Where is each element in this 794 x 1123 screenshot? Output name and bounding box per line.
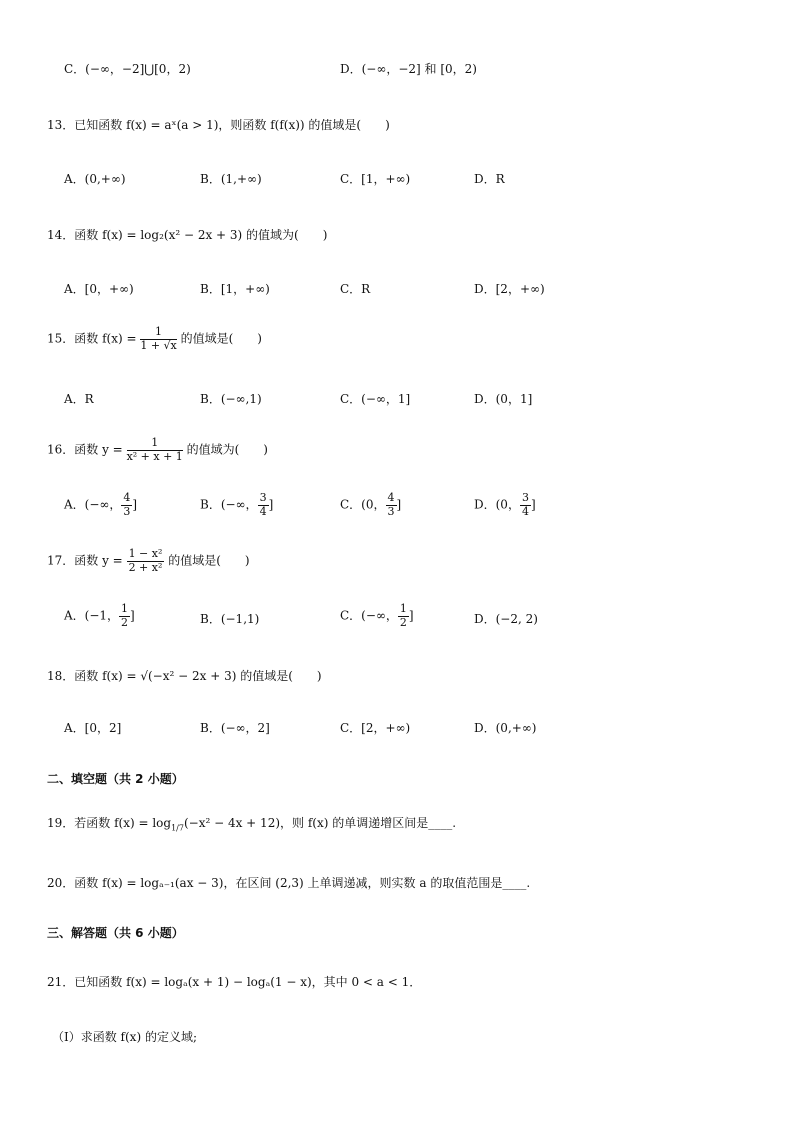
q16-option-a [64, 492, 137, 518]
q13-option-a: A．(0,+∞) [64, 172, 126, 186]
q18-stem: 18．函数 f(x) = √(−x² − 2x + 3) 的值域是( ) [47, 669, 322, 683]
q20-stem: 20．函数 f(x) = logₐ₋₁(ax − 3)，在区间 (2,3) 上单调递减，则实数 a 的取值范围是____. [47, 876, 531, 890]
q12-option-c: C．(−∞，−2]⋃[0，2) [64, 62, 191, 76]
q16-option-c-pre: C．(0， [340, 497, 386, 512]
q16-option-b-pre: B．(−∞， [200, 497, 258, 512]
q17-option-c [340, 603, 414, 629]
q15-suffix: 的值域是( ) [176, 331, 262, 346]
q12-option-d: D．(−∞，−2] 和 [0，2) [340, 62, 477, 76]
q18-option-b: B．(−∞，2] [200, 721, 270, 735]
q16-stem [47, 437, 268, 463]
q16-suffix: 的值域为( ) [182, 442, 268, 457]
q18-option-a: A．[0，2] [64, 721, 122, 735]
q15-option-d: D．(0，1] [474, 392, 533, 406]
section-answer-heading: 三、解答题（共 6 小题） [47, 926, 184, 940]
q17-option-c-den: 2 [399, 615, 407, 629]
q18-option-d: D．(0,+∞) [474, 721, 537, 735]
q16-denominator: x² + x + 1 [126, 449, 183, 463]
q16-option-a-den: 3 [123, 504, 131, 518]
q17-option-a-num: 1 [121, 602, 129, 615]
q17-option-a-post: ] [130, 608, 135, 623]
q16-option-a-fraction [121, 492, 132, 518]
q21-part-1: （Ⅰ）求函数 f(x) 的定义域; [52, 1030, 197, 1044]
q16-option-a-pre: A．(−∞， [64, 497, 122, 512]
q16-option-b-den: 4 [259, 504, 267, 518]
q17-denominator: 2 + x² [128, 560, 163, 574]
q13-option-b: B．(1,+∞) [200, 172, 262, 186]
q16-numerator: 1 [127, 437, 183, 451]
q17-option-a-pre: A．(−1， [64, 608, 120, 623]
q16-option-d-post: ] [530, 497, 536, 512]
q16-prefix: 16．函数 y = [47, 442, 127, 457]
q15-option-c: C．(−∞，1] [340, 392, 411, 406]
q15-option-b: B．(−∞,1) [200, 392, 262, 406]
q17-option-c-num: 1 [399, 602, 407, 615]
q16-option-c-den: 3 [387, 504, 395, 518]
q17-stem [47, 548, 250, 574]
q17-option-a [64, 603, 135, 629]
q17-option-c-pre: C．(−∞， [340, 608, 398, 623]
q14-stem: 14．函数 f(x) = log₂(x² − 2x + 3) 的值域为( ) [47, 228, 328, 242]
q17-option-b: B．(−1,1) [200, 612, 260, 626]
q15-stem [47, 326, 262, 352]
q16-option-a-post: ] [132, 497, 138, 512]
section-fill-in-heading: 二、填空题（共 2 小题） [47, 772, 184, 786]
q17-option-a-fraction [119, 603, 130, 629]
q17-numerator: 1 − x² [128, 547, 163, 560]
q15-numerator: 1 [140, 326, 176, 340]
q19-suffix: (−x² − 4x + 12)，则 f(x) 的单调递增区间是____. [183, 816, 457, 830]
q16-option-b-post: ] [268, 497, 274, 512]
q15-option-a: A．R [64, 392, 94, 406]
q15-prefix: 15．函数 f(x) = [47, 331, 141, 346]
q17-option-c-post: ] [408, 608, 414, 623]
q16-option-d-den: 4 [521, 504, 529, 518]
q16-option-c-post: ] [396, 497, 402, 512]
q18-option-c: C．[2，+∞) [340, 721, 411, 735]
q13-option-c: C．[1，+∞) [340, 172, 411, 186]
q16-option-d-fraction [520, 492, 531, 518]
q15-denominator: 1 + √x [140, 338, 177, 352]
q19-prefix: 19．若函数 f(x) = log [47, 816, 172, 830]
q21-stem: 21．已知函数 f(x) = logₐ(x + 1) − logₐ(1 − x)，其中 0 < a < 1． [47, 975, 422, 989]
q16-option-d-num: 3 [521, 491, 529, 504]
q14-option-c: C．R [340, 282, 371, 296]
q16-option-b [200, 492, 273, 518]
q16-fraction [127, 437, 183, 463]
q14-option-a: A．[0，+∞) [64, 282, 134, 296]
q16-option-c-fraction [386, 492, 397, 518]
q13-option-d: D．R [474, 172, 505, 186]
q13-stem: 13．已知函数 f(x) = aˣ(a > 1)，则函数 f(f(x)) 的值域是( ) [47, 118, 390, 132]
q16-option-a-num: 4 [123, 491, 131, 504]
q19-stem [47, 814, 456, 832]
q14-option-d: D．[2，+∞) [474, 282, 545, 296]
q16-option-b-fraction [258, 492, 269, 518]
q15-fraction [140, 326, 176, 352]
q19-log-base: 1/7 [171, 823, 184, 833]
q17-suffix: 的值域是( ) [164, 553, 250, 568]
q16-option-c [340, 492, 401, 518]
q17-option-a-den: 2 [121, 615, 129, 629]
q14-option-b: B．[1，+∞) [200, 282, 270, 296]
q16-option-c-num: 4 [387, 491, 395, 504]
q17-prefix: 17．函数 y = [47, 553, 127, 568]
q17-option-d: D．(−2, 2) [474, 612, 538, 626]
q17-option-c-fraction [398, 603, 409, 629]
q16-option-d [474, 492, 536, 518]
q16-option-d-pre: D．(0， [474, 497, 520, 512]
q17-fraction [127, 548, 165, 574]
q16-option-b-num: 3 [259, 491, 267, 504]
